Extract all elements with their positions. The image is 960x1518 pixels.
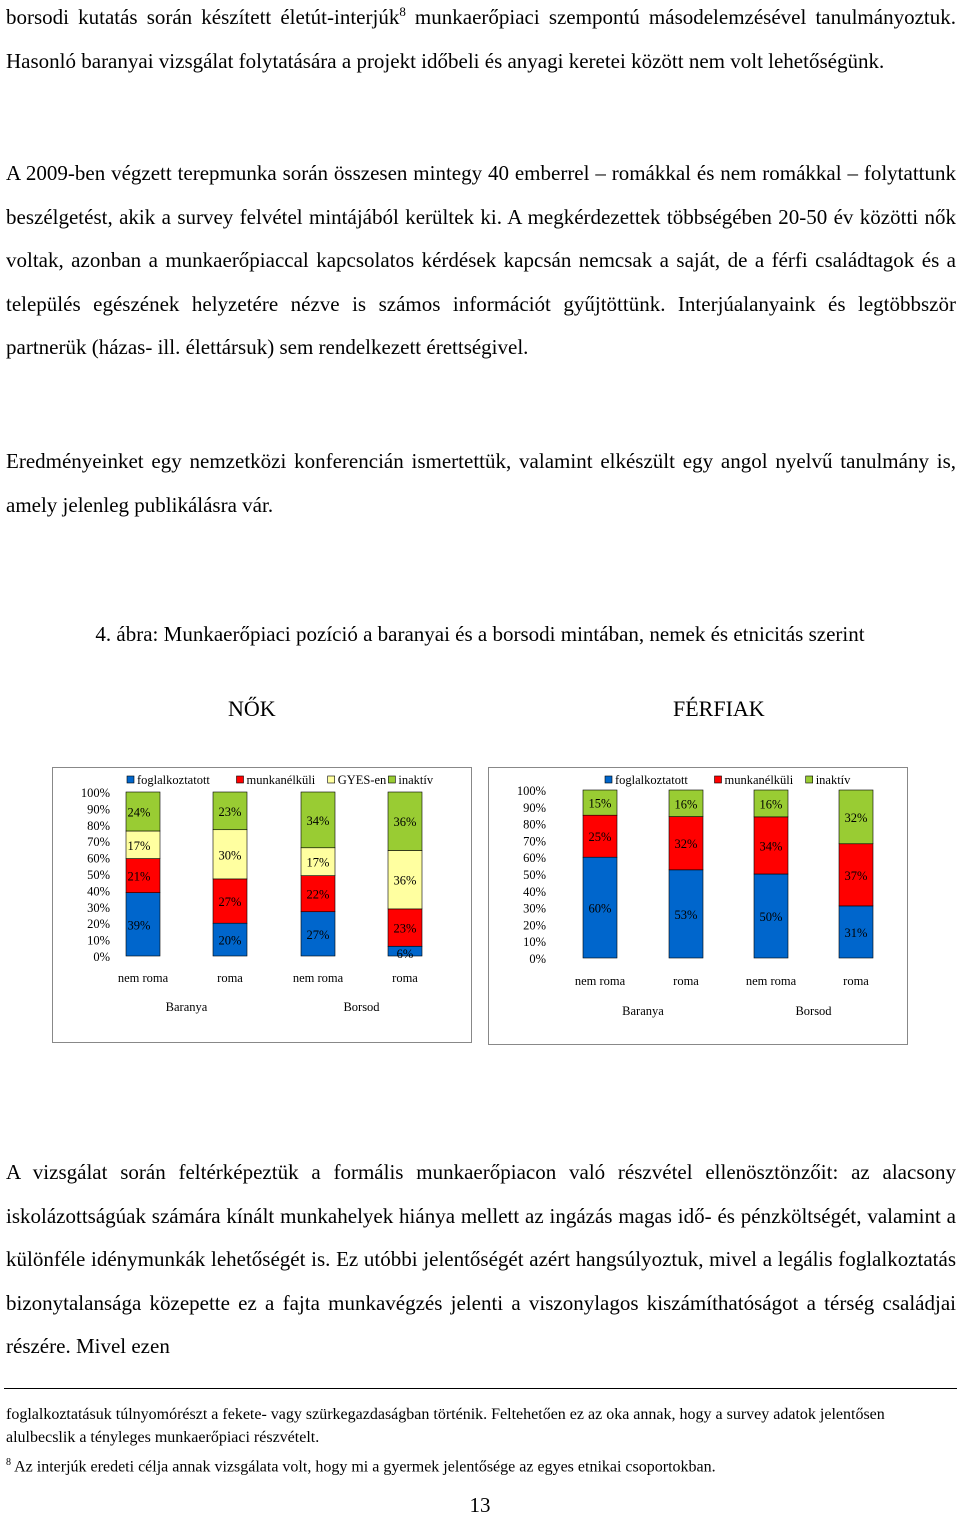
category-label: roma [217,971,243,985]
group-label: Borsod [795,1004,832,1018]
chart-title-nok: NŐK [228,696,276,721]
y-tick-label: 10% [87,933,110,948]
chart-nok [52,767,472,1043]
y-tick-label: 20% [87,917,110,932]
y-tick-label: 60% [87,851,110,866]
legend-swatch [388,776,395,783]
group-label: Baranya [622,1004,664,1018]
data-label: 23% [393,921,417,936]
data-label: 23% [218,804,242,819]
data-label: 25% [588,830,612,845]
footnote-8-text: Az interjúk eredeti célja annak vizsgálata volt, hogy mi a gyermek jelentősége az egyes etnikai csoportokban. [11,1458,716,1476]
legend-label: inaktív [815,773,851,787]
y-tick-label: 100% [516,784,546,798]
data-label: 32% [844,810,868,825]
legend-swatch [605,776,612,783]
paragraph-2: A 2009-ben végzett terepmunka során összesen mintegy 40 emberrel – romákkal és nem romákkal – folytattunk beszélgetést, akik a survey felvétel mintájából kerültek ki. A megkérdezettek többségében 20-50 év közötti nők voltak, azonban a munkaerőpiaccal kapcsolatos kérdések kapcsán nemcsak a saját, de a férfi családtagok és a település egészének helyzetére nézve is számos információt gyűjtöttünk. Interjúalanyaink és legtöbbször partnerük (házas- ill. élettársuk) sem rendelkezett érettségivel. [6,161,956,359]
data-label: 27% [218,895,242,910]
y-tick-label: 30% [87,900,110,915]
chart-ferfiak-svg [489,768,907,1044]
data-label: 30% [218,848,242,863]
legend-label: GYES-en [337,773,387,787]
y-tick-label: 80% [523,817,546,832]
y-tick-label: 70% [87,835,110,850]
category-label: nem roma [574,974,626,988]
legend-swatch [806,776,813,783]
paragraph-1 [6,0,956,83]
data-label: 17% [306,855,330,870]
category-label: roma [673,974,699,988]
y-tick-label: 100% [80,786,110,800]
y-tick-label: 0% [529,952,546,966]
group-label: Borsod [343,1000,380,1014]
data-label: 36% [393,873,417,888]
data-label: 37% [844,868,868,883]
legend-label: foglalkoztatott [137,773,210,787]
data-label: 39% [127,918,151,933]
data-label: 20% [218,933,242,948]
y-tick-label: 30% [523,901,546,916]
legend-label: inaktív [398,773,434,787]
data-label: 32% [674,837,698,852]
data-label: 21% [127,869,151,884]
chart-title-ferfiak: FÉRFIAK [673,696,765,721]
data-label: 53% [674,907,698,922]
data-label: 50% [759,910,783,924]
category-label: roma [392,971,418,985]
data-label: 16% [759,797,783,812]
data-label: 6% [396,947,414,961]
data-label: 15% [588,796,612,811]
legend-swatch [328,776,335,783]
category-label: nem roma [745,974,797,988]
legend-label: foglalkoztatott [615,773,688,787]
y-tick-label: 50% [523,868,546,882]
data-label: 36% [393,815,417,830]
y-tick-label: 90% [523,800,546,815]
page-number: 13 [469,1493,491,1517]
legend-swatch [127,776,134,783]
y-tick-label: 10% [523,935,546,950]
paragraph-3: Eredményeinket egy nemzetközi konferencián ismertettük, valamint elkészült egy angol nyelvű tanulmány is, amely jelenleg publikálásra vár. [6,449,956,517]
chart-nok-svg [53,768,471,1042]
y-tick-label: 80% [87,818,110,833]
paragraph-4: A vizsgálat során feltérképeztük a formális munkaerőpiacon való részvétel ellenösztönzőit: az alacsony iskolázottságúak számára kínált munkahelyek hiánya mellett az ingázás magas idő- és pénzköltségét, valamint a különféle idénymunkák lehetőségét is. Ez utóbbi jelentőségét azért hangsúlyoztuk, mivel a legális foglalkoztatás bizonytalansága közepette ez a fajta munkavégzés jelenti a viszonylagos kiszámíthatóságot a térség családjai részére. Mivel ezen [6,1160,956,1358]
figure-caption: 4. ábra: Munkaerőpiaci pozíció a baranyai és a borsodi mintában, nemek és etnicitás szerint [95,622,865,646]
category-label: nem roma [292,971,344,985]
footnote-8-number: 8 [6,1457,11,1468]
paragraph-1-text-b: munkaerőpiaci szempontú másodelemzésével tanulmányoztuk. Hasonló baranyai vizsgálat folytatására a projekt időbeli és anyagi keretei között nem volt lehetőségünk. [6,5,956,73]
data-label: 60% [588,901,612,916]
legend-label: munkanélküli [246,773,316,787]
y-tick-label: 40% [523,884,546,899]
category-label: nem roma [117,971,169,985]
y-tick-label: 70% [523,834,546,849]
y-tick-label: 90% [87,802,110,817]
footnote-8 [6,1451,956,1478]
group-label: Baranya [165,1000,208,1014]
category-label: roma [843,974,869,988]
data-label: 17% [127,838,151,853]
y-tick-label: 0% [93,950,110,964]
paragraph-1-text-a: borsodi kutatás során készített életút-interjúk [6,5,400,29]
data-label: 22% [306,887,330,902]
y-tick-label: 50% [87,868,110,882]
footnote-ref-8: 8 [399,4,406,19]
y-tick-label: 40% [87,884,110,899]
footnote-continued: foglalkoztatásuk túlnyomórészt a fekete- vagy szürkegazdaságban történik. Feltehetően ez az oka annak, hogy a survey adatok jelentősen alulbecslik a tényleges munkaerőpiaci részvételt. [6,1406,885,1446]
y-tick-label: 60% [523,851,546,866]
data-label: 34% [759,839,783,854]
data-label: 27% [306,927,330,942]
y-tick-label: 20% [523,918,546,933]
legend-swatch [237,776,244,783]
footnote-separator [4,1388,957,1389]
legend-swatch [715,776,722,783]
chart-ferfiak [488,767,908,1045]
data-label: 34% [306,813,330,828]
data-label: 16% [674,797,698,812]
legend-label: munkanélküli [724,773,794,787]
data-label: 31% [844,925,868,940]
data-label: 24% [127,805,151,820]
